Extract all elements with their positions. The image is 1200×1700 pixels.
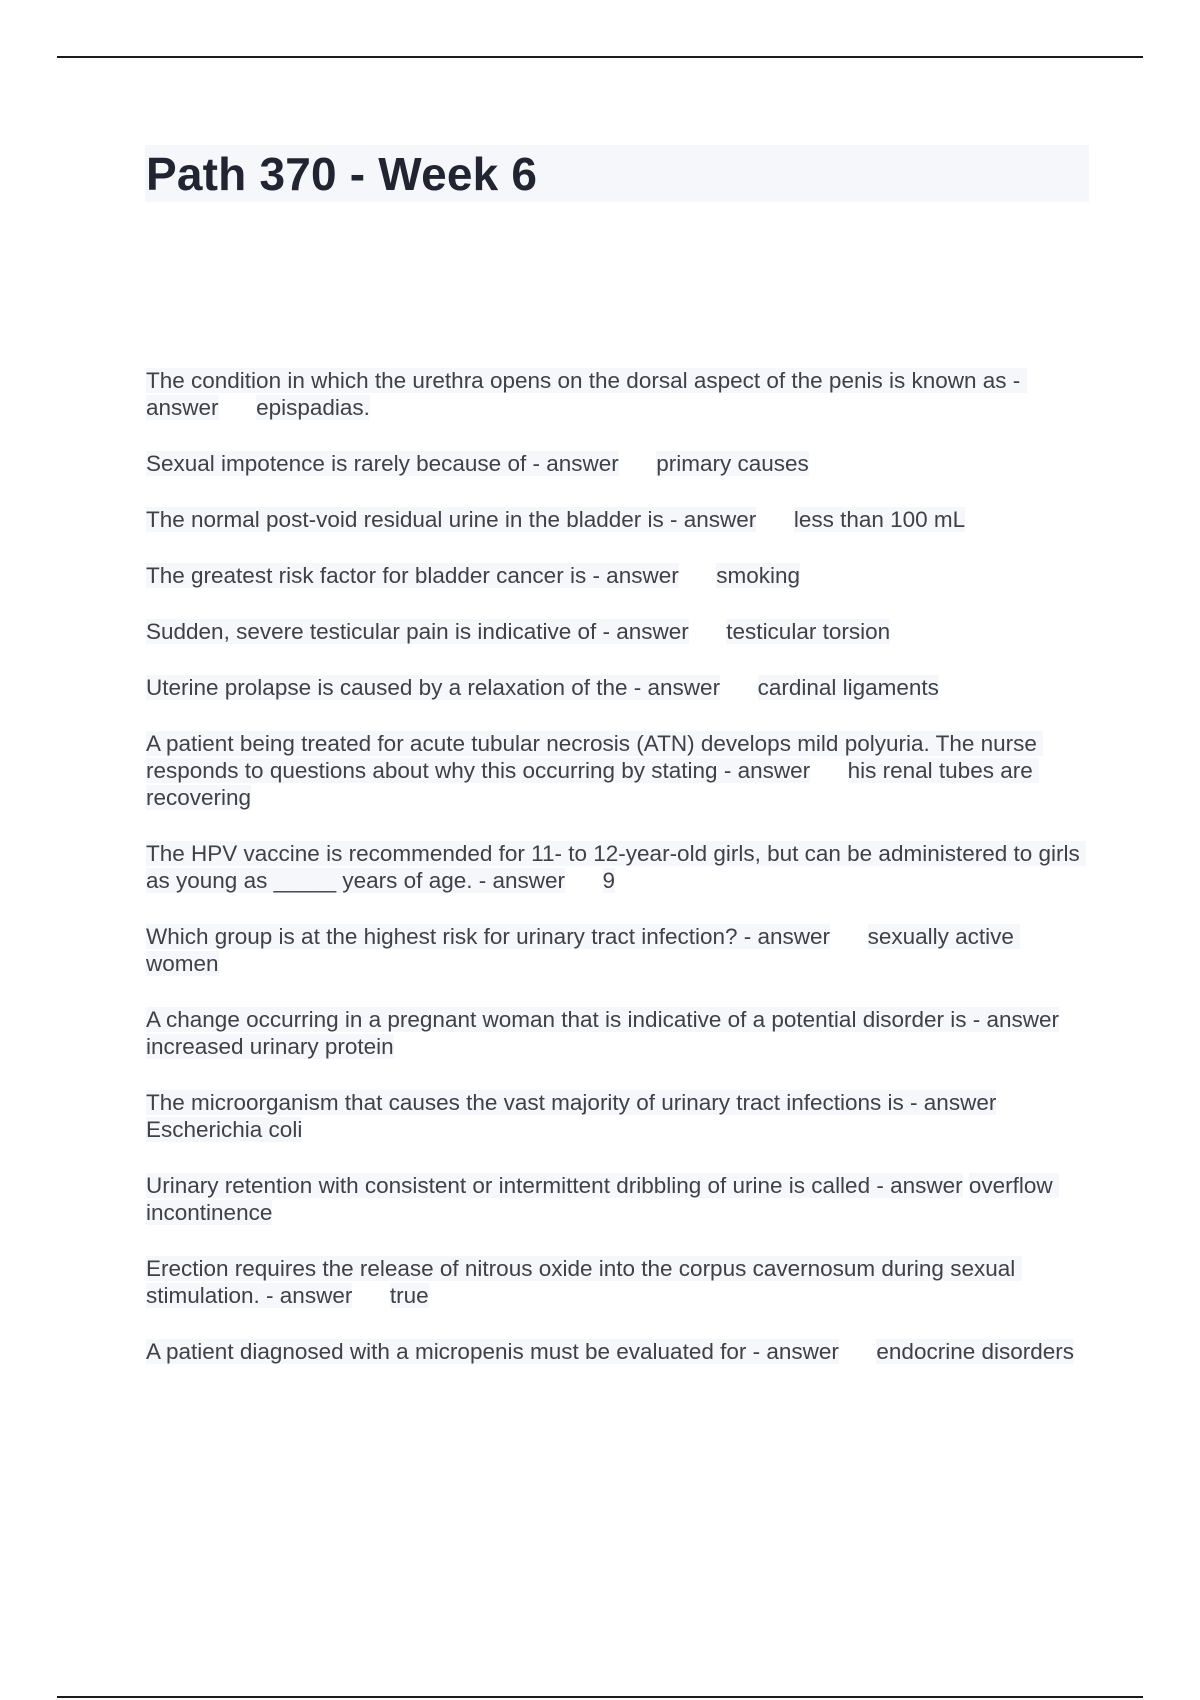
answer-text: 9 [602, 868, 616, 893]
question-text: The microorganism that causes the vast majority of urinary tract infections is - answer [146, 1090, 997, 1115]
answer-text: increased urinary protein [146, 1034, 394, 1059]
qa-item [146, 618, 1091, 645]
answer-text: epispadias. [256, 395, 370, 420]
question-text: A patient diagnosed with a micropenis must be evaluated for - answer [146, 1339, 839, 1364]
qa-item [146, 1089, 1091, 1143]
qa-item [146, 730, 1091, 811]
qa-item [146, 1006, 1091, 1060]
question-text: The greatest risk factor for bladder cancer is - answer [146, 563, 679, 588]
answer-text: primary causes [656, 451, 809, 476]
answer-text: cardinal ligaments [757, 675, 939, 700]
top-rule [57, 56, 1143, 58]
answer-text: less than 100 mL [793, 507, 966, 532]
question-text: Sexual impotence is rarely because of - answer [146, 451, 619, 476]
question-text: Which group is at the highest risk for urinary tract infection? - answer [146, 924, 831, 949]
answer-text: endocrine disorders [876, 1339, 1075, 1364]
answer-text: Escherichia coli [146, 1117, 303, 1142]
question-text: The HPV vaccine is recommended for 11- to 12-year-old girls, but can be administered to girls as young as _____ years of age. - answer [146, 841, 1087, 893]
qa-item [146, 1172, 1091, 1226]
answer-text: true [389, 1283, 429, 1308]
question-text: Urinary retention with consistent or intermittent dribbling of urine is called - answer [146, 1173, 963, 1198]
qa-item [146, 506, 1091, 533]
question-text: Uterine prolapse is caused by a relaxation of the - answer [146, 675, 721, 700]
qa-item [146, 562, 1091, 589]
question-text: Sudden, severe testicular pain is indicative of - answer [146, 619, 689, 644]
answer-text: his renal tubes are recovering [146, 758, 1039, 810]
answer-text: testicular torsion [726, 619, 891, 644]
answer-text: overflow incontinence [146, 1173, 1059, 1225]
qa-list [146, 367, 1091, 1394]
qa-item [146, 840, 1091, 894]
qa-item [146, 450, 1091, 477]
qa-item [146, 674, 1091, 701]
qa-item [146, 367, 1091, 421]
qa-item [146, 1255, 1091, 1309]
answer-text: smoking [716, 563, 801, 588]
qa-item [146, 1338, 1091, 1365]
question-text: The condition in which the urethra opens on the dorsal aspect of the penis is known as - answer [146, 368, 1027, 420]
bottom-rule [57, 1696, 1143, 1698]
page-title: Path 370 - Week 6 [146, 148, 538, 200]
qa-item [146, 923, 1091, 977]
question-text: Erection requires the release of nitrous oxide into the corpus cavernosum during sexual stimulation. - answer [146, 1256, 1022, 1308]
answer-text: sexually active women [146, 924, 1021, 976]
question-text: The normal post-void residual urine in the bladder is - answer [146, 507, 757, 532]
question-text: A change occurring in a pregnant woman that is indicative of a potential disorder is - answer [146, 1007, 1060, 1032]
question-text: A patient being treated for acute tubular necrosis (ATN) develops mild polyuria. The nurse responds to questions about why this occurring by stating - answer [146, 731, 1044, 783]
